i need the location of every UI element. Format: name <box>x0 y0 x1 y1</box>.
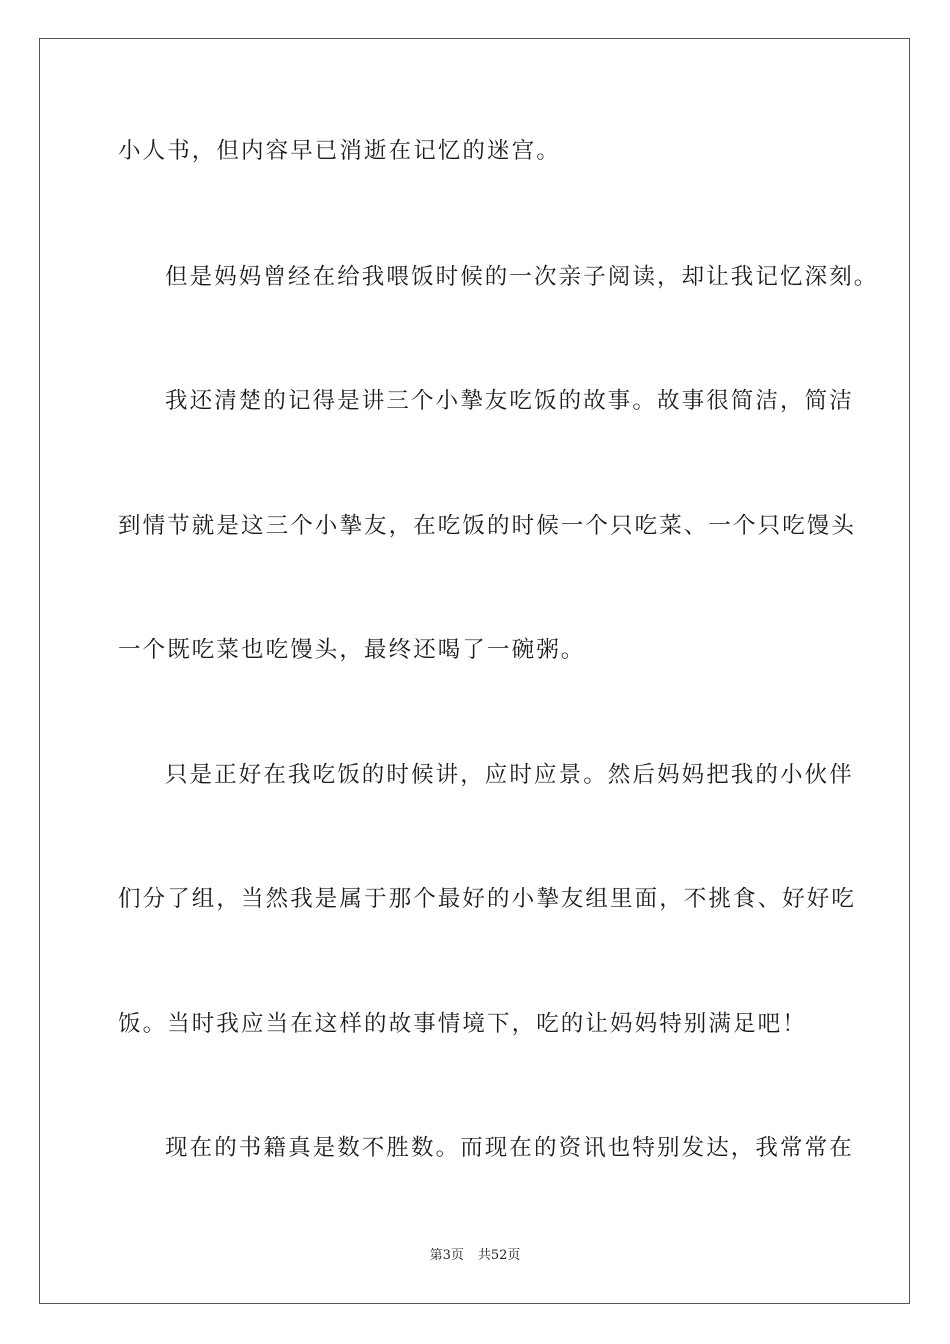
text-line-4: 到情节就是这三个小摯友，在吃饭的时候一个只吃菜、一个只吃馒头 <box>118 513 857 539</box>
text-line-8: 饭。当时我应当在这样的故事情境下，吃的让妈妈特别满足吧！ <box>118 1011 807 1037</box>
text-line-1: 小人书，但内容早已消逝在记忆的迷宫。 <box>118 138 561 164</box>
text-line-5: 一个既吃菜也吃馒头，最终还喝了一碗粥。 <box>118 637 586 663</box>
page-border <box>39 38 910 1304</box>
page-footer <box>0 1247 950 1265</box>
text-line-9: 现在的书籍真是数不胜数。而现在的资讯也特别发达，我常常在 <box>165 1135 854 1161</box>
page-total: 共52页 <box>477 1248 521 1263</box>
text-line-6: 只是正好在我吃饭的时候讲，应时应景。然后妈妈把我的小伙伴 <box>165 762 854 788</box>
text-line-2: 但是妈妈曾经在给我喂饭时候的一次亲子阅读，却让我记忆深刻。 <box>165 264 879 290</box>
text-line-7: 们分了组，当然我是属于那个最好的小摯友组里面，不挑食、好好吃 <box>118 886 857 912</box>
text-line-3: 我还清楚的记得是讲三个小摯友吃饭的故事。故事很简洁，简洁 <box>165 388 854 414</box>
page-number: 第3页 <box>429 1248 464 1263</box>
